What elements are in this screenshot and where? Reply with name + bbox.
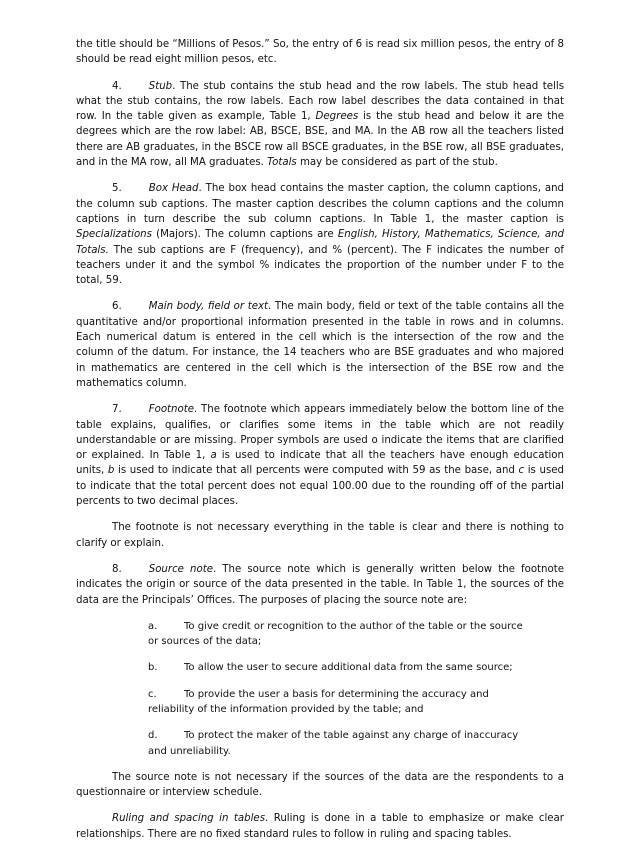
list-item [148,728,528,759]
item-term: Main body, field or text [148,301,268,313]
item-term: Box Head [148,183,199,195]
list-item-text: To allow the user to secure additional data from the same source; [184,662,513,674]
list-item-label: b. [148,662,158,674]
paragraph-box-head [76,181,564,288]
paragraph-main-body [76,299,564,391]
paragraph-text: The sub captions are F (frequency), and % (percent). The F indicates the number of teachers under it and the symbol % indicates the proportion of the number under F to the total, 59. [76,244,564,287]
list-item-text: To give credit or recognition to the author of the table or the source or sources of the data; [148,620,523,648]
emphasis-text: b [107,465,115,477]
item-number: 4. [112,80,122,92]
item-number: 5. [112,183,122,195]
item-number: 8. [112,563,122,575]
list-item [148,619,528,650]
document-page [76,37,564,842]
paragraph-text: . The box head contains the master caption, the column captions, and the column sub captions. The master caption describes the column captions and the column captions in turn describe the sub column captions. In Table 1, the master caption is [76,183,564,225]
emphasis-text: Specializations [76,229,152,241]
paragraph-text: (Majors). The column captions are [151,229,338,241]
paragraph-text: may be considered as part of the stub. [296,157,498,169]
item-term: Stub [148,80,173,92]
list-item-label: a. [148,620,158,632]
emphasis-text: c [518,465,525,477]
paragraph-text: is used to indicate that the total percent does not equal 100.00 due to the rounding off of the partial percents to two decimal places. [76,465,564,508]
item-term: Source note [148,563,213,575]
list-item [148,687,528,718]
paragraph-ruling [76,811,564,842]
emphasis-text: English, History, Mathematics, Science, and Totals. [76,229,564,256]
list-item-label: c. [148,688,157,700]
paragraph-text: is used to indicate that all the teachers have enough education units, [76,450,564,477]
paragraph-footnote [76,402,564,509]
paragraph-text: . Ruling is done in a table to emphasize or make clear relationships. There are no fixed standard rules to follow in ruling and spacing tables. [76,813,564,840]
paragraph-footnote-note: The footnote is not necessary everything in the table is clear and there is nothing to clarify or explain. [76,522,564,549]
paragraph-text: . The source note which is generally written below the footnote indicates the origin or source of the data presented in the table. In Table 1, the sources of the data are the Principals’ Offices. The purposes of placing the source note are: [76,563,564,606]
item-term: Footnote [148,404,195,416]
emphasis-text: Totals [267,157,297,169]
list-item [148,660,528,675]
list-item-text: To protect the maker of the table against any charge of inaccuracy and unreliability. [148,730,519,757]
paragraph-text: . The stub contains the stub head and the row labels. The stub head tells what the stub contains, the row labels. Each row label describes the data contained in that row. In the table given as example, Table 1, [76,80,564,123]
emphasis-text: Degrees [315,111,359,123]
item-term: Ruling and spacing in tables [112,813,265,825]
paragraph-text: . The main body, field or text of the table contains all the quantitative and/or proportional information presented in the table in rows and in columns. Each numerical datum is entered in the cell which is the intersection of the row and the column of the datum. For instance, the 14 teachers who are BSE graduates and who majored in mathematics are centered in the cell which is the intersection of the BSE row and the mathematics column. [76,301,564,389]
paragraph-source-note [76,562,564,608]
paragraph-source-not-necessary: The source note is not necessary if the sources of the data are the respondents to a questionnaire or interview schedule. [76,771,564,799]
item-number: 7. [112,404,122,416]
emphasis-text: a [210,450,217,462]
paragraph-text: . The footnote which appears immediately below the bottom line of the table explains, qualifies, or clarifies some items in the table which are not readily understandable or are missing. Proper symbols are used o indicate the items that are clarified or explained. In Table 1, [76,404,564,462]
paragraph-text: is the stub head and below it are the degrees which are the row label: AB, BSCE, BSE, and MA. In the AB row all the teachers listed there are AB graduates, in the BSCE row all BSCE graduates, in the BSE row, all BSE graduates, and in the MA row, all MA graduates. [76,111,564,169]
paragraph-stub [76,79,564,171]
list-item-label: d. [148,730,158,742]
paragraph-title-continuation: the title should be “Millions of Pesos.” So, the entry of 6 is read six million pesos, the entry of 8 should be read eight million pesos, etc. [76,39,564,66]
paragraph-text: is used to indicate that all percents were computed with 59 as the base, and [114,465,519,477]
item-number: 6. [112,301,122,313]
list-item-text: To provide the user a basis for determining the accuracy and reliability of the information provided by the table; and [148,688,489,715]
